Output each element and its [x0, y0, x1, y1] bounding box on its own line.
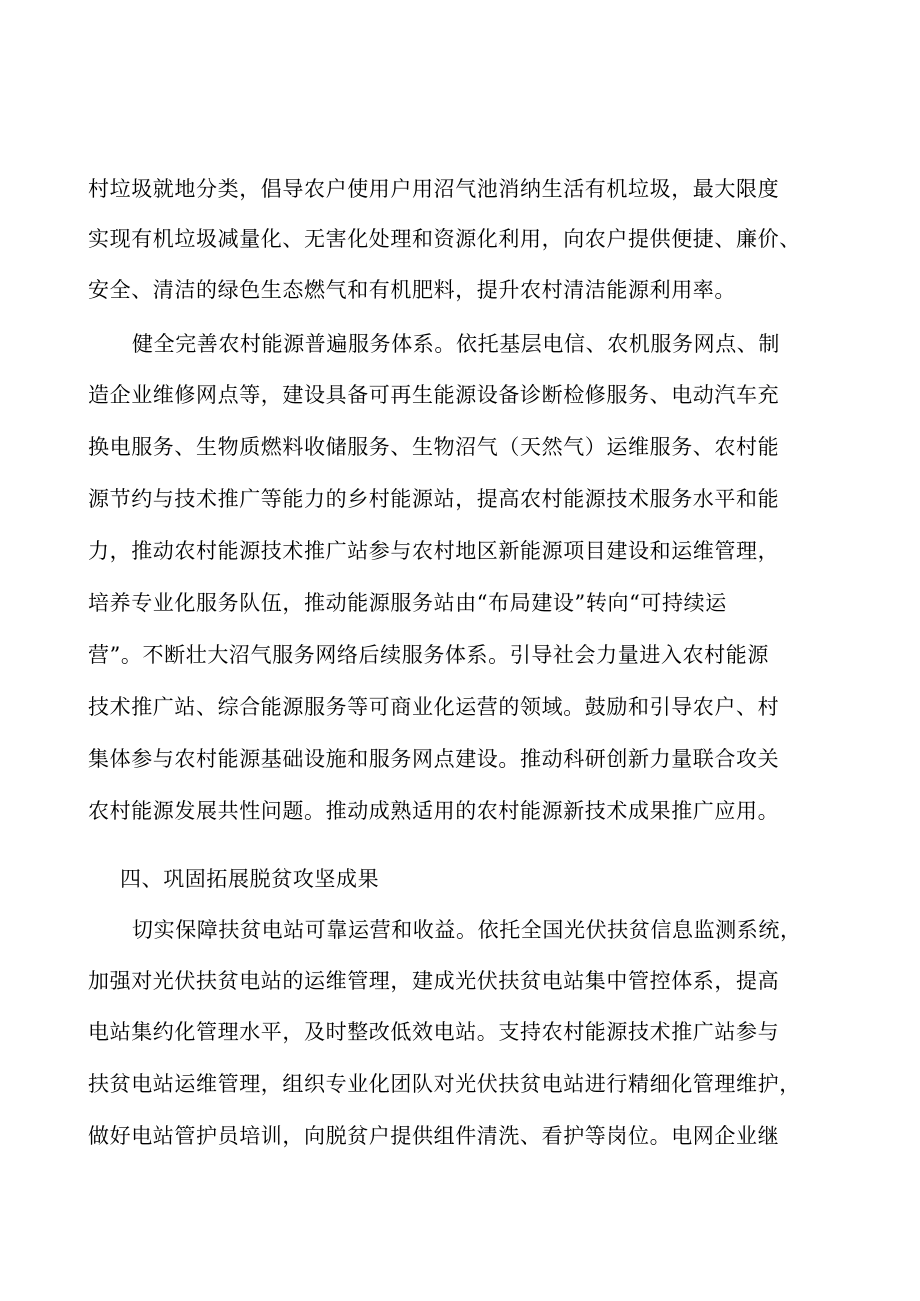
paragraph-3-line-5: 做好电站管护员培训，向脱贫户提供组件清洗、看护等岗位。电网企业继: [88, 1124, 780, 1148]
paragraph-1-line-2: 实现有机垃圾减量化、无害化处理和资源化利用，向农户提供便捷、廉价、: [88, 227, 801, 251]
paragraph-2-line-5: 力，推动农村能源技术推广站参与农村地区新能源项目建设和运维管理，: [88, 539, 780, 563]
paragraph-3-line-4: 扶贫电站运维管理，组织专业化团队对光伏扶贫电站进行精细化管理维护，: [88, 1072, 801, 1096]
section-heading: 四、巩固拓展脱贫攻坚成果: [120, 867, 380, 891]
paragraph-1-line-1: 村垃圾就地分类，倡导农户使用户用沼气池消纳生活有机垃圾，最大限度: [88, 177, 780, 201]
paragraph-3-line-1: 切实保障扶贫电站可靠运营和收益。依托全国光伏扶贫信息监测系统，: [132, 918, 802, 942]
paragraph-2-line-10: 农村能源发展共性问题。推动成熟适用的农村能源新技术成果推广应用。: [88, 799, 780, 823]
paragraph-2-line-1: 健全完善农村能源普遍服务体系。依托基层电信、农机服务网点、制: [132, 332, 780, 356]
paragraph-2-line-7: 营”。不断壮大沼气服务网络后续服务体系。引导社会力量进入农村能源: [88, 643, 769, 667]
paragraph-3-line-2: 加强对光伏扶贫电站的运维管理，建成光伏扶贫电站集中管控体系，提高: [88, 969, 780, 993]
paragraph-2-line-6: 培养专业化服务队伍，推动能源服务站由“布局建设”转向“可持续运: [88, 591, 727, 615]
paragraph-2-line-8: 技术推广站、综合能源服务等可商业化运营的领域。鼓励和引导农户、村: [88, 695, 780, 719]
paragraph-2-line-3: 换电服务、生物质燃料收储服务、生物沼气（天然气）运维服务、农村能: [88, 435, 780, 459]
paragraph-3-line-3: 电站集约化管理水平，及时整改低效电站。支持农村能源技术推广站参与: [88, 1020, 780, 1044]
paragraph-2-line-4: 源节约与技术推广等能力的乡村能源站，提高农村能源技术服务水平和能: [88, 487, 780, 511]
paragraph-2-line-9: 集体参与农村能源基础设施和服务网点建设。推动科研创新力量联合攻关: [88, 747, 780, 771]
paragraph-2-line-2: 造企业维修网点等，建设具备可再生能源设备诊断检修服务、电动汽车充: [88, 383, 780, 407]
paragraph-1-line-3: 安全、清洁的绿色生态燃气和有机肥料，提升农村清洁能源利用率。: [88, 278, 736, 302]
